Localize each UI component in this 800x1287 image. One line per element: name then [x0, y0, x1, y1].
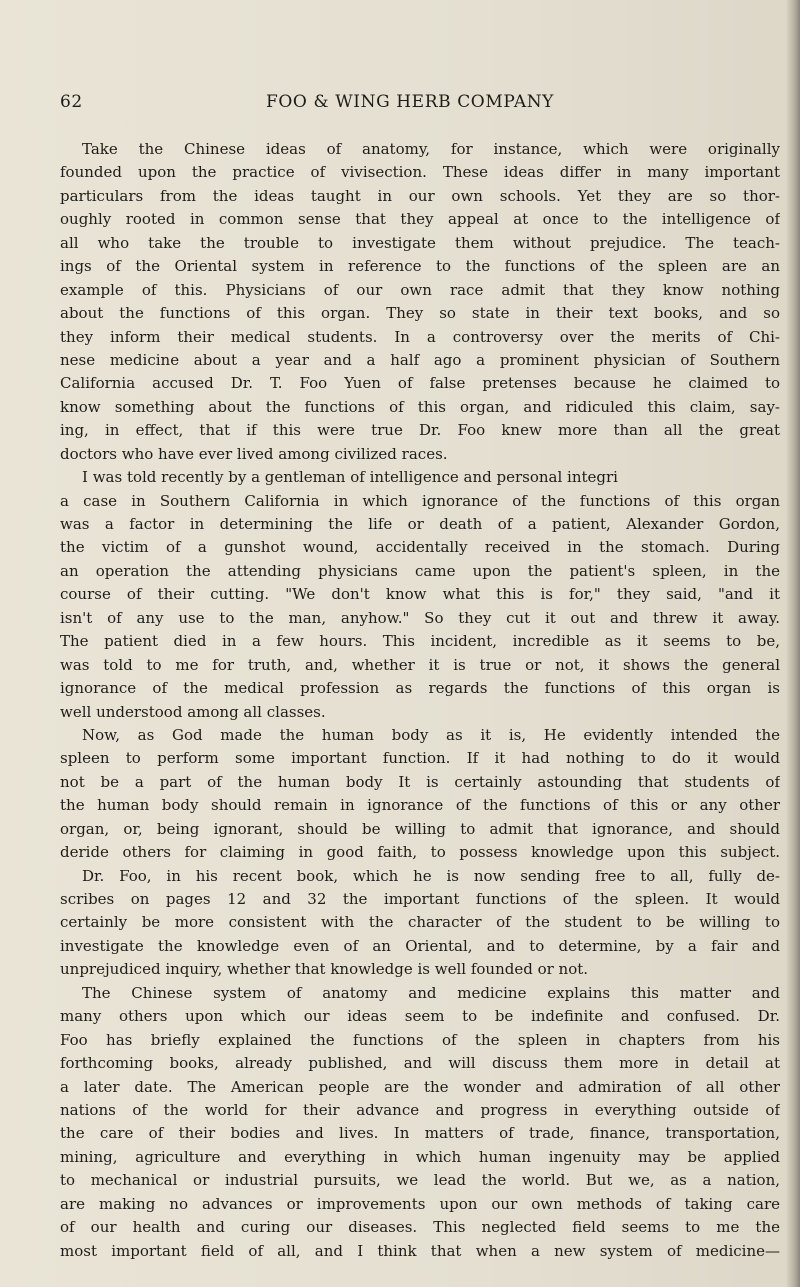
text-line: they inform their medical students. In a controversy over the merits of Chi-	[60, 327, 780, 346]
running-head: FOO & WING HERB COMPANY	[266, 92, 554, 112]
text-line: course of their cutting. "We don't know what this is for," they said, "and it	[60, 585, 780, 604]
text-line: are making no advances or improvements upon our own methods of taking care	[60, 1194, 780, 1213]
text-line: organ, or, being ignorant, should be willing to admit that ignorance, and should	[60, 819, 780, 838]
text-line: all who take the trouble to investigate them without prejudice. The teach-	[60, 233, 780, 252]
text-line: ignorance of the medical profession as regards the functions of this organ is	[60, 679, 780, 698]
text-line: most important field of all, and I think that when a new system of medicine—	[60, 1241, 780, 1260]
text-line: an operation the attending physicians came upon the patient's spleen, in the	[60, 561, 780, 580]
text-line: the human body should remain in ignorance of the functions of this or any other	[60, 796, 780, 815]
text-line: forthcoming books, already published, and will discuss them more in detail at	[60, 1054, 780, 1073]
page-header	[60, 92, 760, 116]
text-line: nese medicine about a year and a half ago a prominent physician of Southern	[60, 350, 780, 369]
text-line: California accused Dr. T. Foo Yuen of false pretenses because he claimed to	[60, 374, 780, 393]
text-line: Foo has briefly explained the functions of the spleen in chapters from his	[60, 1030, 780, 1049]
text-line: a later date. The American people are the wonder and admiration of all other	[60, 1077, 780, 1096]
page-spine-shadow	[786, 0, 800, 1287]
text-line: a case in Southern California in which ignorance of the functions of this organ	[60, 491, 780, 510]
text-line: Take the Chinese ideas of anatomy, for instance, which were originally	[82, 140, 780, 158]
text-line: I was told recently by a gentleman of intelligence and personal integri	[82, 468, 618, 487]
text-line: certainly be more consistent with the character of the student to be willing to	[60, 913, 780, 932]
text-line: Now, as God made the human body as it is, He evidently intended the	[82, 725, 780, 744]
text-line: nations of the world for their advance and progress in everything outside of	[60, 1100, 780, 1119]
text-line: The Chinese system of anatomy and medicine explains this matter and	[82, 983, 780, 1002]
body-text	[60, 138, 780, 1263]
text-line: The patient died in a few hours. This incident, incredible as it seems to be,	[60, 632, 780, 651]
text-line: about the functions of this organ. They so state in their text books, and so	[60, 304, 780, 323]
text-line: to mechanical or industrial pursuits, we lead the world. But we, as a nation,	[60, 1171, 780, 1190]
text-line: oughly rooted in common sense that they appeal at once to the intelligence of	[60, 210, 780, 229]
text-line: was told to me for truth, and, whether it is true or not, it shows the general	[60, 655, 780, 674]
text-line: ing, in effect, that if this were true Dr. Foo knew more than all the great	[60, 421, 780, 440]
text-line: know something about the functions of this organ, and ridiculed this claim, say-	[60, 397, 780, 416]
text-line: well understood among all classes.	[60, 702, 326, 721]
text-line: Dr. Foo, in his recent book, which he is now sending free to all, fully de-	[82, 866, 780, 885]
text-line: was a factor in determining the life or death of a patient, Alexander Gordon,	[60, 515, 780, 533]
text-line: scribes on pages 12 and 32 the important functions of the spleen. It would	[60, 890, 780, 908]
text-line: the victim of a gunshot wound, accidentally received in the stomach. During	[60, 538, 780, 557]
text-line: unprejudiced inquiry, whether that knowledge is well founded or not.	[60, 960, 589, 979]
text-line: of our health and curing our diseases. This neglected field seems to me the	[60, 1218, 780, 1237]
text-line: example of this. Physicians of our own race admit that they know nothing	[60, 280, 780, 299]
text-line: ings of the Oriental system in reference to the functions of the spleen are an	[60, 257, 780, 276]
text-line: deride others for claiming in good faith, to possess knowledge upon this subject.	[60, 843, 780, 862]
page-number: 62	[60, 92, 83, 112]
text-line: founded upon the practice of vivisection. These ideas differ in many important	[60, 163, 780, 182]
text-line: isn't of any use to the man, anyhow." So they cut it out and threw it away.	[60, 608, 780, 627]
text-line: spleen to perform some important function. If it had nothing to do it would	[60, 749, 780, 768]
text-line: investigate the knowledge even of an Oriental, and to determine, by a fair and	[60, 936, 780, 955]
text-line: not be a part of the human body It is certainly astounding that students of	[60, 772, 780, 791]
text-line: particulars from the ideas taught in our own schools. Yet they are so thor-	[60, 186, 780, 205]
text-line: many others upon which our ideas seem to be indefinite and confused. Dr.	[60, 1007, 780, 1026]
text-line: mining, agriculture and everything in which human ingenuity may be applied	[60, 1147, 780, 1166]
text-line: the care of their bodies and lives. In matters of trade, finance, transportation,	[60, 1124, 780, 1143]
text-line: doctors who have ever lived among civilized races.	[60, 444, 448, 463]
